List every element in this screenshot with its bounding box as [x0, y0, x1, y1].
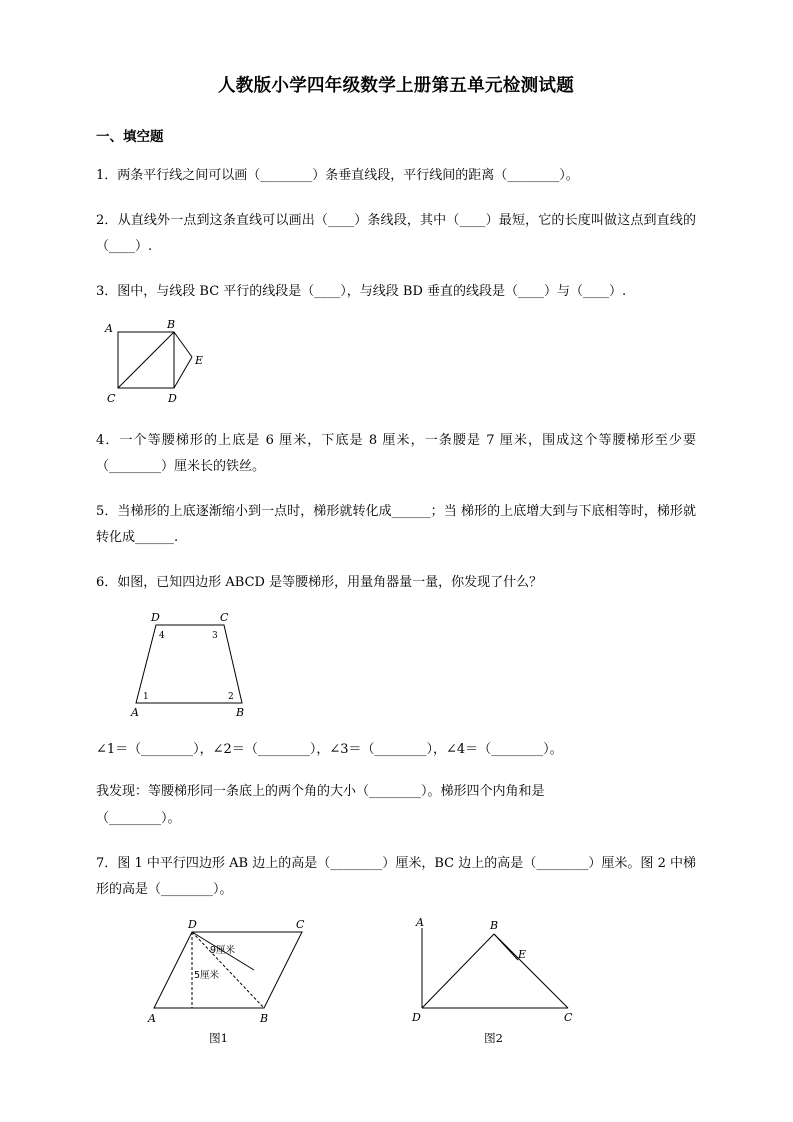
figure-3-diagram — [96, 316, 226, 406]
page-title: 人教版小学四年级数学上册第五单元检测试题 — [218, 76, 574, 96]
figure-7b-label-E: E — [518, 947, 527, 961]
question-6-angles: ∠1＝（________），∠2＝（________），∠3＝（________），∠4＝（________）。 — [96, 741, 563, 757]
question-5-number: 5． — [96, 503, 118, 519]
figure-6-label-B: B — [236, 705, 245, 717]
figure-7b-wrapper — [396, 916, 696, 1046]
figure-7b-label-C: C — [564, 1010, 573, 1024]
figure-7a-annotation-5cm: 5厘米 — [194, 969, 220, 981]
question-1 — [96, 163, 696, 190]
figure-question-7-row — [96, 916, 696, 1046]
question-6-finding-line1: 我发现：等腰梯形同一条底上的两个角的大小（________）。梯形四个内角和是 — [96, 784, 545, 800]
figure-question-6 — [124, 607, 696, 721]
question-4-number: 4． — [96, 432, 120, 448]
figure-6-angle-3: 3 — [212, 630, 218, 641]
figure-question-3 — [96, 316, 696, 410]
figure-3-label-D: D — [168, 391, 177, 405]
figure-3-label-C: C — [107, 391, 116, 405]
question-1-text: 两条平行线之间可以画（________）条垂直线段，平行线间的距离（________）。 — [117, 168, 579, 183]
figure-7a-annotation-9cm: 9厘米 — [210, 944, 236, 956]
figure-7a-label-B: B — [260, 1011, 269, 1025]
question-3 — [96, 279, 696, 306]
question-4-text: 一个等腰梯形的上底是 6 厘米，下底是 8 厘米，一条腰是 7 厘米，围成这个等腰梯形至少要（________）厘米长的铁丝。 — [96, 432, 696, 475]
section-heading-fill-in-blank: 一、填空题 — [96, 129, 164, 145]
question-5-text: 当梯形的上底逐渐缩小到一点时，梯形就转化成______；当 梯形的上底增大到与下底相等时，梯形就转化成______. — [96, 503, 696, 546]
figure-3-label-B: B — [167, 317, 176, 331]
figure-7a-caption: 图1 — [209, 1030, 228, 1045]
figure-7b-label-D: D — [412, 1010, 421, 1024]
figure-6-angle-4: 4 — [159, 630, 165, 641]
question-2 — [96, 208, 696, 261]
figure-7b-label-B: B — [490, 918, 499, 932]
figure-7a-wrapper — [96, 916, 396, 1046]
figure-6-label-D: D — [151, 610, 160, 624]
question-6-text: 如图，已知四边形 ABCD 是等腰梯形，用量角器量一量，你发现了什么？ — [117, 575, 543, 591]
figure-7b-caption: 图2 — [484, 1030, 503, 1045]
question-3-number: 3． — [96, 283, 118, 299]
question-7-number: 7． — [96, 855, 118, 871]
figure-6-diagram — [124, 607, 304, 717]
question-4 — [96, 428, 696, 481]
figure-3-label-A: A — [105, 321, 113, 335]
question-6 — [96, 570, 696, 597]
question-5 — [96, 499, 696, 552]
figure-7b-label-A: A — [416, 915, 424, 929]
figure-3-label-E: E — [195, 353, 204, 367]
question-7 — [96, 851, 696, 904]
document-content — [96, 0, 696, 1046]
question-6-number: 6． — [96, 575, 118, 591]
figure-7a-label-A: A — [148, 1011, 156, 1025]
question-2-number: 2． — [96, 212, 118, 228]
figure-6-label-C: C — [220, 610, 229, 624]
question-7-text: 图 1 中平行四边形 AB 边上的高是（________）厘米，BC 边上的高是（________）厘米。图 2 中梯形的高是（________）。 — [96, 855, 696, 898]
figure-7a-diagram — [136, 916, 366, 1026]
question-6-finding-line2: （________）。 — [96, 811, 181, 827]
question-2-text: 从直线外一点到这条直线可以画出（____）条线段，其中（____）最短，它的长度叫做这点到直线的（____）. — [96, 212, 696, 255]
figure-7a-label-D: D — [188, 917, 197, 931]
question-1-number: 1． — [96, 168, 118, 183]
figure-6-label-A: A — [131, 705, 139, 717]
figure-6-angle-1: 1 — [143, 691, 149, 702]
figure-7a-label-C: C — [296, 917, 305, 931]
figure-7b-diagram — [406, 916, 636, 1026]
question-3-text: 图中，与线段 BC 平行的线段是（____），与线段 BD 垂直的线段是（____）与（____）. — [117, 283, 627, 299]
figure-6-angle-2: 2 — [228, 691, 234, 702]
